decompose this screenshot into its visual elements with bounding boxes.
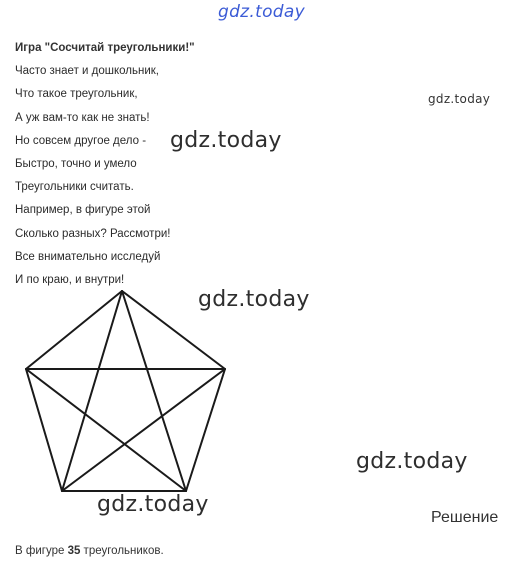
answer-prefix: В фигуре — [15, 545, 68, 557]
poem-line: Но совсем другое дело - — [15, 134, 147, 147]
poem — [15, 37, 195, 292]
poem-line: Что такое треугольник, — [15, 88, 138, 101]
pentagon-diagonal — [122, 291, 186, 491]
poem-line: Все внимательно исследуй — [15, 250, 161, 263]
poem-line: Быстро, точно и умело — [15, 158, 137, 171]
watermark: gdz.today — [198, 287, 310, 312]
watermark-top: gdz.today — [218, 2, 305, 22]
poem-line: А уж вам-то как не знать! — [15, 111, 150, 124]
answer-suffix: треугольников. — [80, 545, 164, 557]
watermark: gdz.today — [97, 492, 209, 517]
watermark-small: gdz.today — [428, 92, 491, 106]
watermark: gdz.today — [170, 128, 282, 153]
pentagon-side — [122, 291, 225, 369]
pentagon-side — [186, 369, 225, 491]
pentagram-figure — [20, 285, 232, 505]
poem-line: Сколько разных? Рассмотри! — [15, 227, 171, 240]
pentagon-side — [26, 369, 62, 491]
pentagon-diagonal — [26, 369, 186, 491]
pentagon-diagonal — [62, 369, 225, 491]
poem-title: Игра "Сосчитай треугольники!" — [15, 42, 195, 54]
poem-line: И по краю, и внутри! — [15, 274, 125, 287]
watermark: gdz.today — [356, 449, 468, 474]
solution-heading: Решение — [431, 509, 499, 526]
poem-line: Треугольники считать. — [15, 181, 134, 194]
answer-number: 35 — [67, 545, 81, 557]
pentagon-side — [26, 291, 122, 369]
poem-line: Например, в фигуре этой — [15, 204, 151, 217]
answer-text — [15, 545, 164, 557]
pentagon-diagonal — [62, 291, 122, 491]
poem-line: Часто знает и дошкольник, — [15, 65, 159, 78]
